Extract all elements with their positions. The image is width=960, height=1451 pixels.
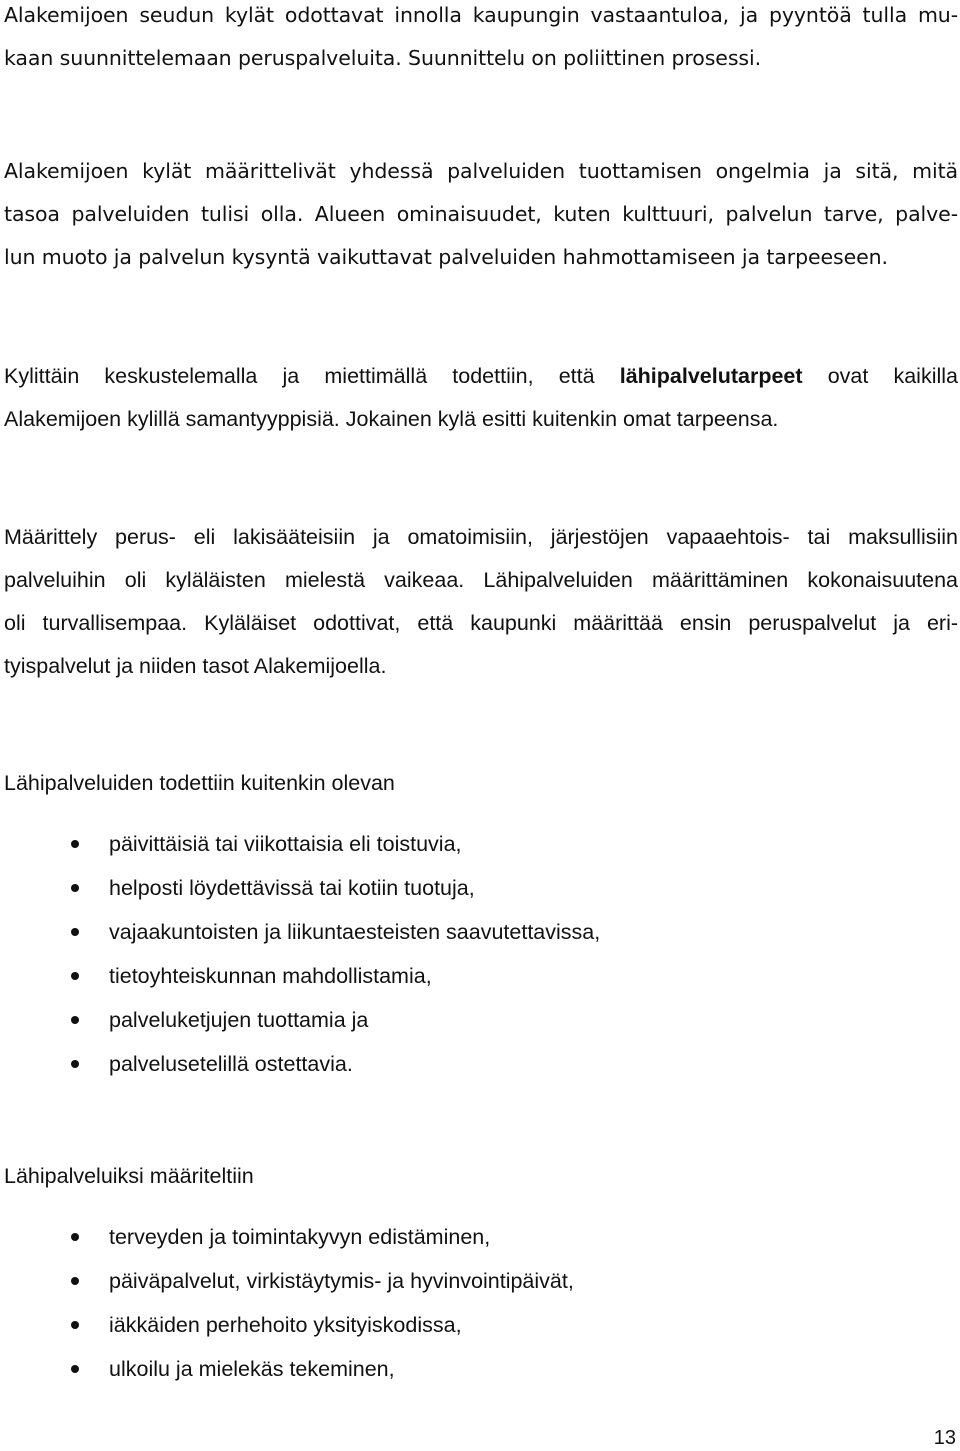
list-item-text: tietoyhteiskunnan mahdollistamia,	[109, 964, 432, 988]
page-number: 13	[933, 1427, 956, 1449]
paragraph-2	[4, 150, 958, 279]
paragraph-3-line-1	[4, 355, 958, 398]
list-item	[0, 1042, 600, 1086]
section-1-heading: Lähipalveluiden todettiin kuitenkin olevan	[4, 771, 395, 795]
paragraph-4-line-1: Määrittely perus- eli lakisääteisiin ja omatoimisiin, järjestöjen vapaaehtois- tai maksullisiin	[4, 525, 958, 549]
paragraph-3-text-after: ovat kaikilla	[802, 364, 958, 388]
bullet-icon	[71, 1233, 79, 1241]
list-item	[0, 1259, 574, 1303]
list-item	[0, 1347, 574, 1391]
paragraph-2-line-2: tasoa palveluiden tulisi olla. Alueen ominaisuudet, kuten kulttuuri, palvelun tarve, palve-	[4, 202, 958, 226]
list-item-text: vajaakuntoisten ja liikuntaesteisten saavutettavissa,	[109, 920, 601, 944]
section-1-list	[0, 822, 600, 1086]
bullet-icon	[71, 1060, 79, 1068]
paragraph-1-line-2: kaan suunnittelemaan peruspalveluita. Suunnittelu on poliittinen prosessi.	[4, 46, 761, 70]
paragraph-1-line-1: Alakemijoen seudun kylät odottavat innolla kaupungin vastaantuloa, ja pyyntöä tulla mu-	[4, 3, 958, 27]
list-item	[0, 910, 600, 954]
paragraph-1	[4, 0, 958, 80]
paragraph-3-text-before: Kylittäin keskustelemalla ja miettimällä todettiin, että	[4, 364, 620, 388]
list-item-text: terveyden ja toimintakyvyn edistäminen,	[109, 1225, 491, 1249]
list-item	[0, 998, 600, 1042]
list-item-text: palvelusetelillä ostettavia.	[109, 1052, 353, 1076]
list-item-text: päiväpalvelut, virkistäytymis- ja hyvinvointipäivät,	[109, 1269, 574, 1293]
paragraph-4-line-2: palveluihin oli kyläläisten mielestä vaikeaa. Lähipalveluiden määrittäminen kokonaisuutena	[4, 568, 958, 592]
section-2-list	[0, 1215, 574, 1391]
bullet-icon	[71, 1321, 79, 1329]
list-item-text: helposti löydettävissä tai kotiin tuotuja,	[109, 876, 475, 900]
list-item	[0, 866, 600, 910]
paragraph-2-line-1: Alakemijoen kylät määrittelivät yhdessä palveluiden tuottamisen ongelmia ja sitä, mitä	[4, 159, 958, 183]
section-2-heading: Lähipalveluiksi määriteltiin	[4, 1164, 254, 1188]
list-item	[0, 954, 600, 998]
lahipalvelutarpeet-emphasis: lähipalvelutarpeet	[619, 364, 803, 388]
paragraph-2-line-3: lun muoto ja palvelun kysyntä vaikuttavat palveluiden hahmottamiseen ja tarpeeseen.	[4, 245, 888, 269]
list-item	[0, 1303, 574, 1347]
paragraph-3	[4, 355, 958, 441]
paragraph-4-line-4: tyispalvelut ja niiden tasot Alakemijoella.	[4, 654, 387, 678]
list-item	[0, 822, 600, 866]
list-item-text: päivittäisiä tai viikottaisia eli toistuvia,	[109, 832, 462, 856]
bullet-icon	[71, 972, 79, 980]
bullet-icon	[71, 928, 79, 936]
list-item-text: iäkkäiden perhehoito yksityiskodissa,	[109, 1313, 462, 1337]
paragraph-4	[4, 516, 958, 688]
bullet-icon	[71, 1016, 79, 1024]
bullet-icon	[71, 840, 79, 848]
bullet-icon	[71, 884, 79, 892]
list-item-text: ulkoilu ja mielekäs tekeminen,	[109, 1357, 395, 1381]
paragraph-4-line-3: oli turvallisempaa. Kyläläiset odottivat, että kaupunki määrittää ensin peruspalvelut ja eri-	[4, 611, 958, 635]
list-item-text: palveluketjujen tuottamia ja	[109, 1008, 369, 1032]
bullet-icon	[71, 1365, 79, 1373]
paragraph-3-line-2: Alakemijoen kylillä samantyyppisiä. Jokainen kylä esitti kuitenkin omat tarpeensa.	[4, 407, 779, 431]
list-item	[0, 1215, 574, 1259]
bullet-icon	[71, 1277, 79, 1285]
